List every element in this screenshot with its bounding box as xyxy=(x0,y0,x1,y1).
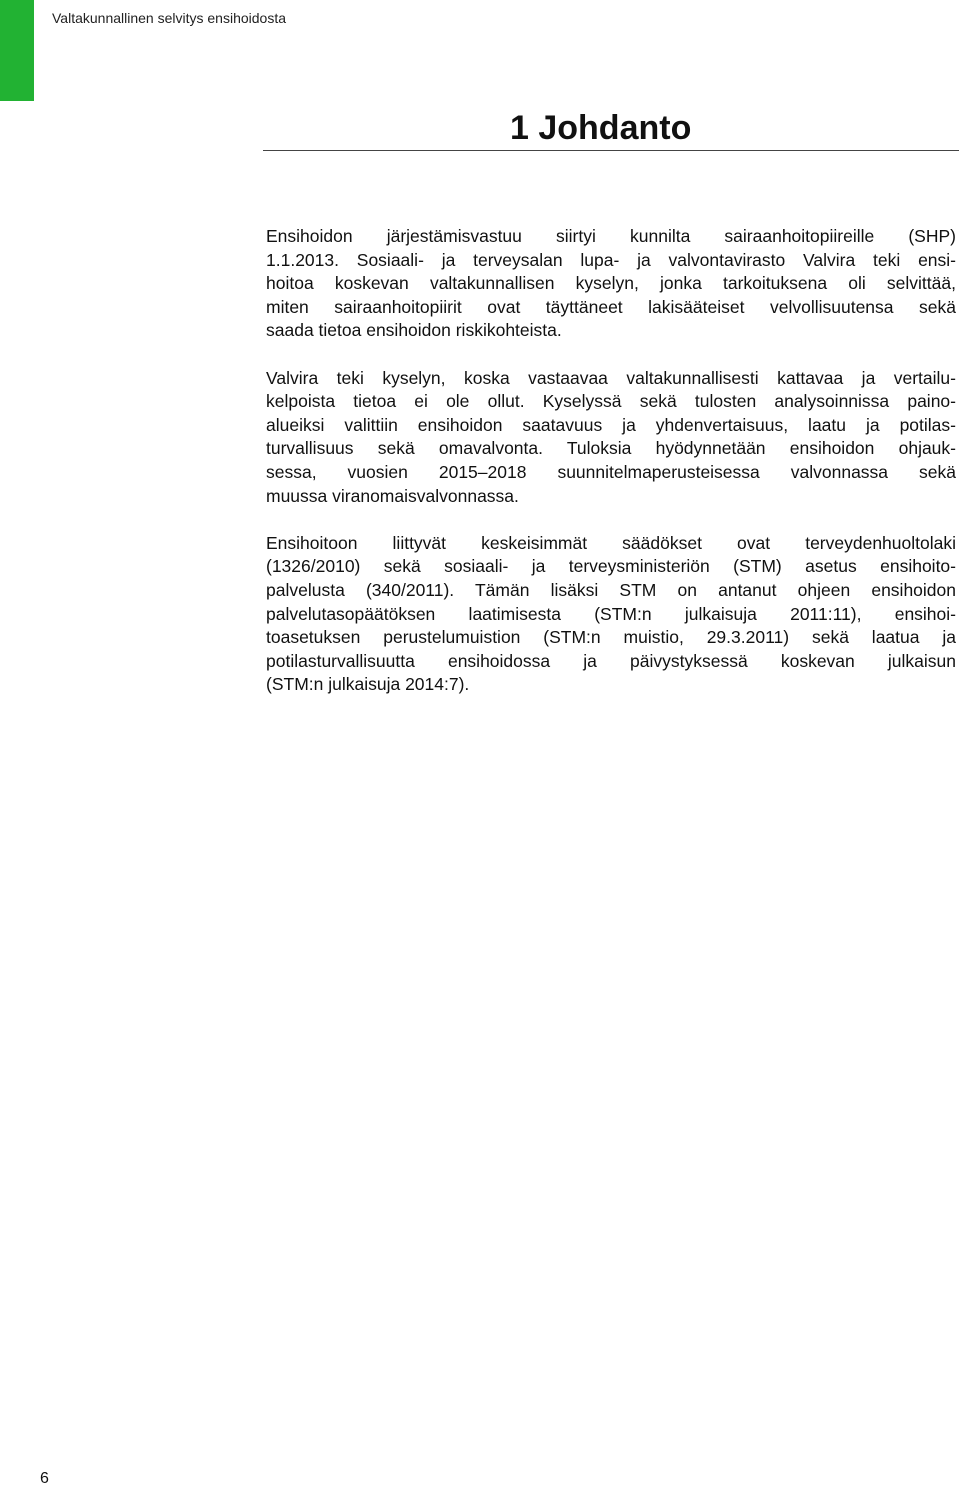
text-line: (STM:n julkaisuja 2014:7). xyxy=(266,674,470,695)
running-header: Valtakunnallinen selvitys ensihoidosta xyxy=(52,10,286,26)
text-line: Valvira teki kyselyn, koska vastaavaa valtakunnallisesti kattavaa ja vertailu- xyxy=(266,367,956,388)
text-line: toasetuksen perustelumuistion (STM:n muistio, 29.3.2011) sekä laatua ja xyxy=(266,627,956,648)
text-line: sessa, vuosien 2015–2018 suunnitelmaperusteisessa valvonnassa sekä xyxy=(266,461,956,482)
text-line: muussa viranomaisvalvonnassa. xyxy=(266,485,519,506)
text-line: (1326/2010) sekä sosiaali- ja terveysministeriön (STM) asetus ensihoito- xyxy=(266,556,956,577)
paragraph-2 xyxy=(266,367,956,509)
text-line: potilasturvallisuutta ensihoidossa ja päivystyksessä koskevan julkaisun xyxy=(266,650,956,671)
chapter-color-tab xyxy=(0,0,34,101)
text-line: palvelutasopäätöksen laatimisesta (STM:n julkaisuja 2011:11), ensihoi- xyxy=(266,603,956,624)
text-line: kelpoista tietoa ei ole ollut. Kyselyssä sekä tulosten analysoinnissa paino- xyxy=(266,391,956,412)
text-line: hoitoa koskevan valtakunnallisen kyselyn, jonka tarkoituksena oli selvittää, xyxy=(266,273,956,294)
body-text xyxy=(266,225,956,720)
paragraph-3 xyxy=(266,532,956,697)
text-line: alueiksi valittiin ensihoidon saatavuus ja yhdenvertaisuus, laatu ja potilas- xyxy=(266,414,956,435)
chapter-title: 1 Johdanto xyxy=(510,109,692,147)
text-line: Ensihoitoon liittyvät keskeisimmät säädökset ovat terveydenhuoltolaki xyxy=(266,532,956,553)
page-number: 6 xyxy=(40,1470,49,1487)
text-line: miten sairaanhoitopiirit ovat täyttäneet lakisääteiset velvollisuutensa sekä xyxy=(266,296,956,317)
text-line: Ensihoidon järjestämisvastuu siirtyi kunnilta sairaanhoitopiireille (SHP) xyxy=(266,226,956,246)
text-line: saada tietoa ensihoidon riskikohteista. xyxy=(266,320,562,341)
title-underline xyxy=(263,150,959,151)
text-line: turvallisuus sekä omavalvonta. Tuloksia hyödynnetään ensihoidon ohjauk- xyxy=(266,438,956,459)
text-line: 1.1.2013. Sosiaali- ja terveysalan lupa- ja valvontavirasto Valvira teki ensi- xyxy=(266,249,956,270)
paragraph-1 xyxy=(266,225,956,343)
text-line: palvelusta (340/2011). Tämän lisäksi STM on antanut ohjeen ensihoidon xyxy=(266,579,956,600)
